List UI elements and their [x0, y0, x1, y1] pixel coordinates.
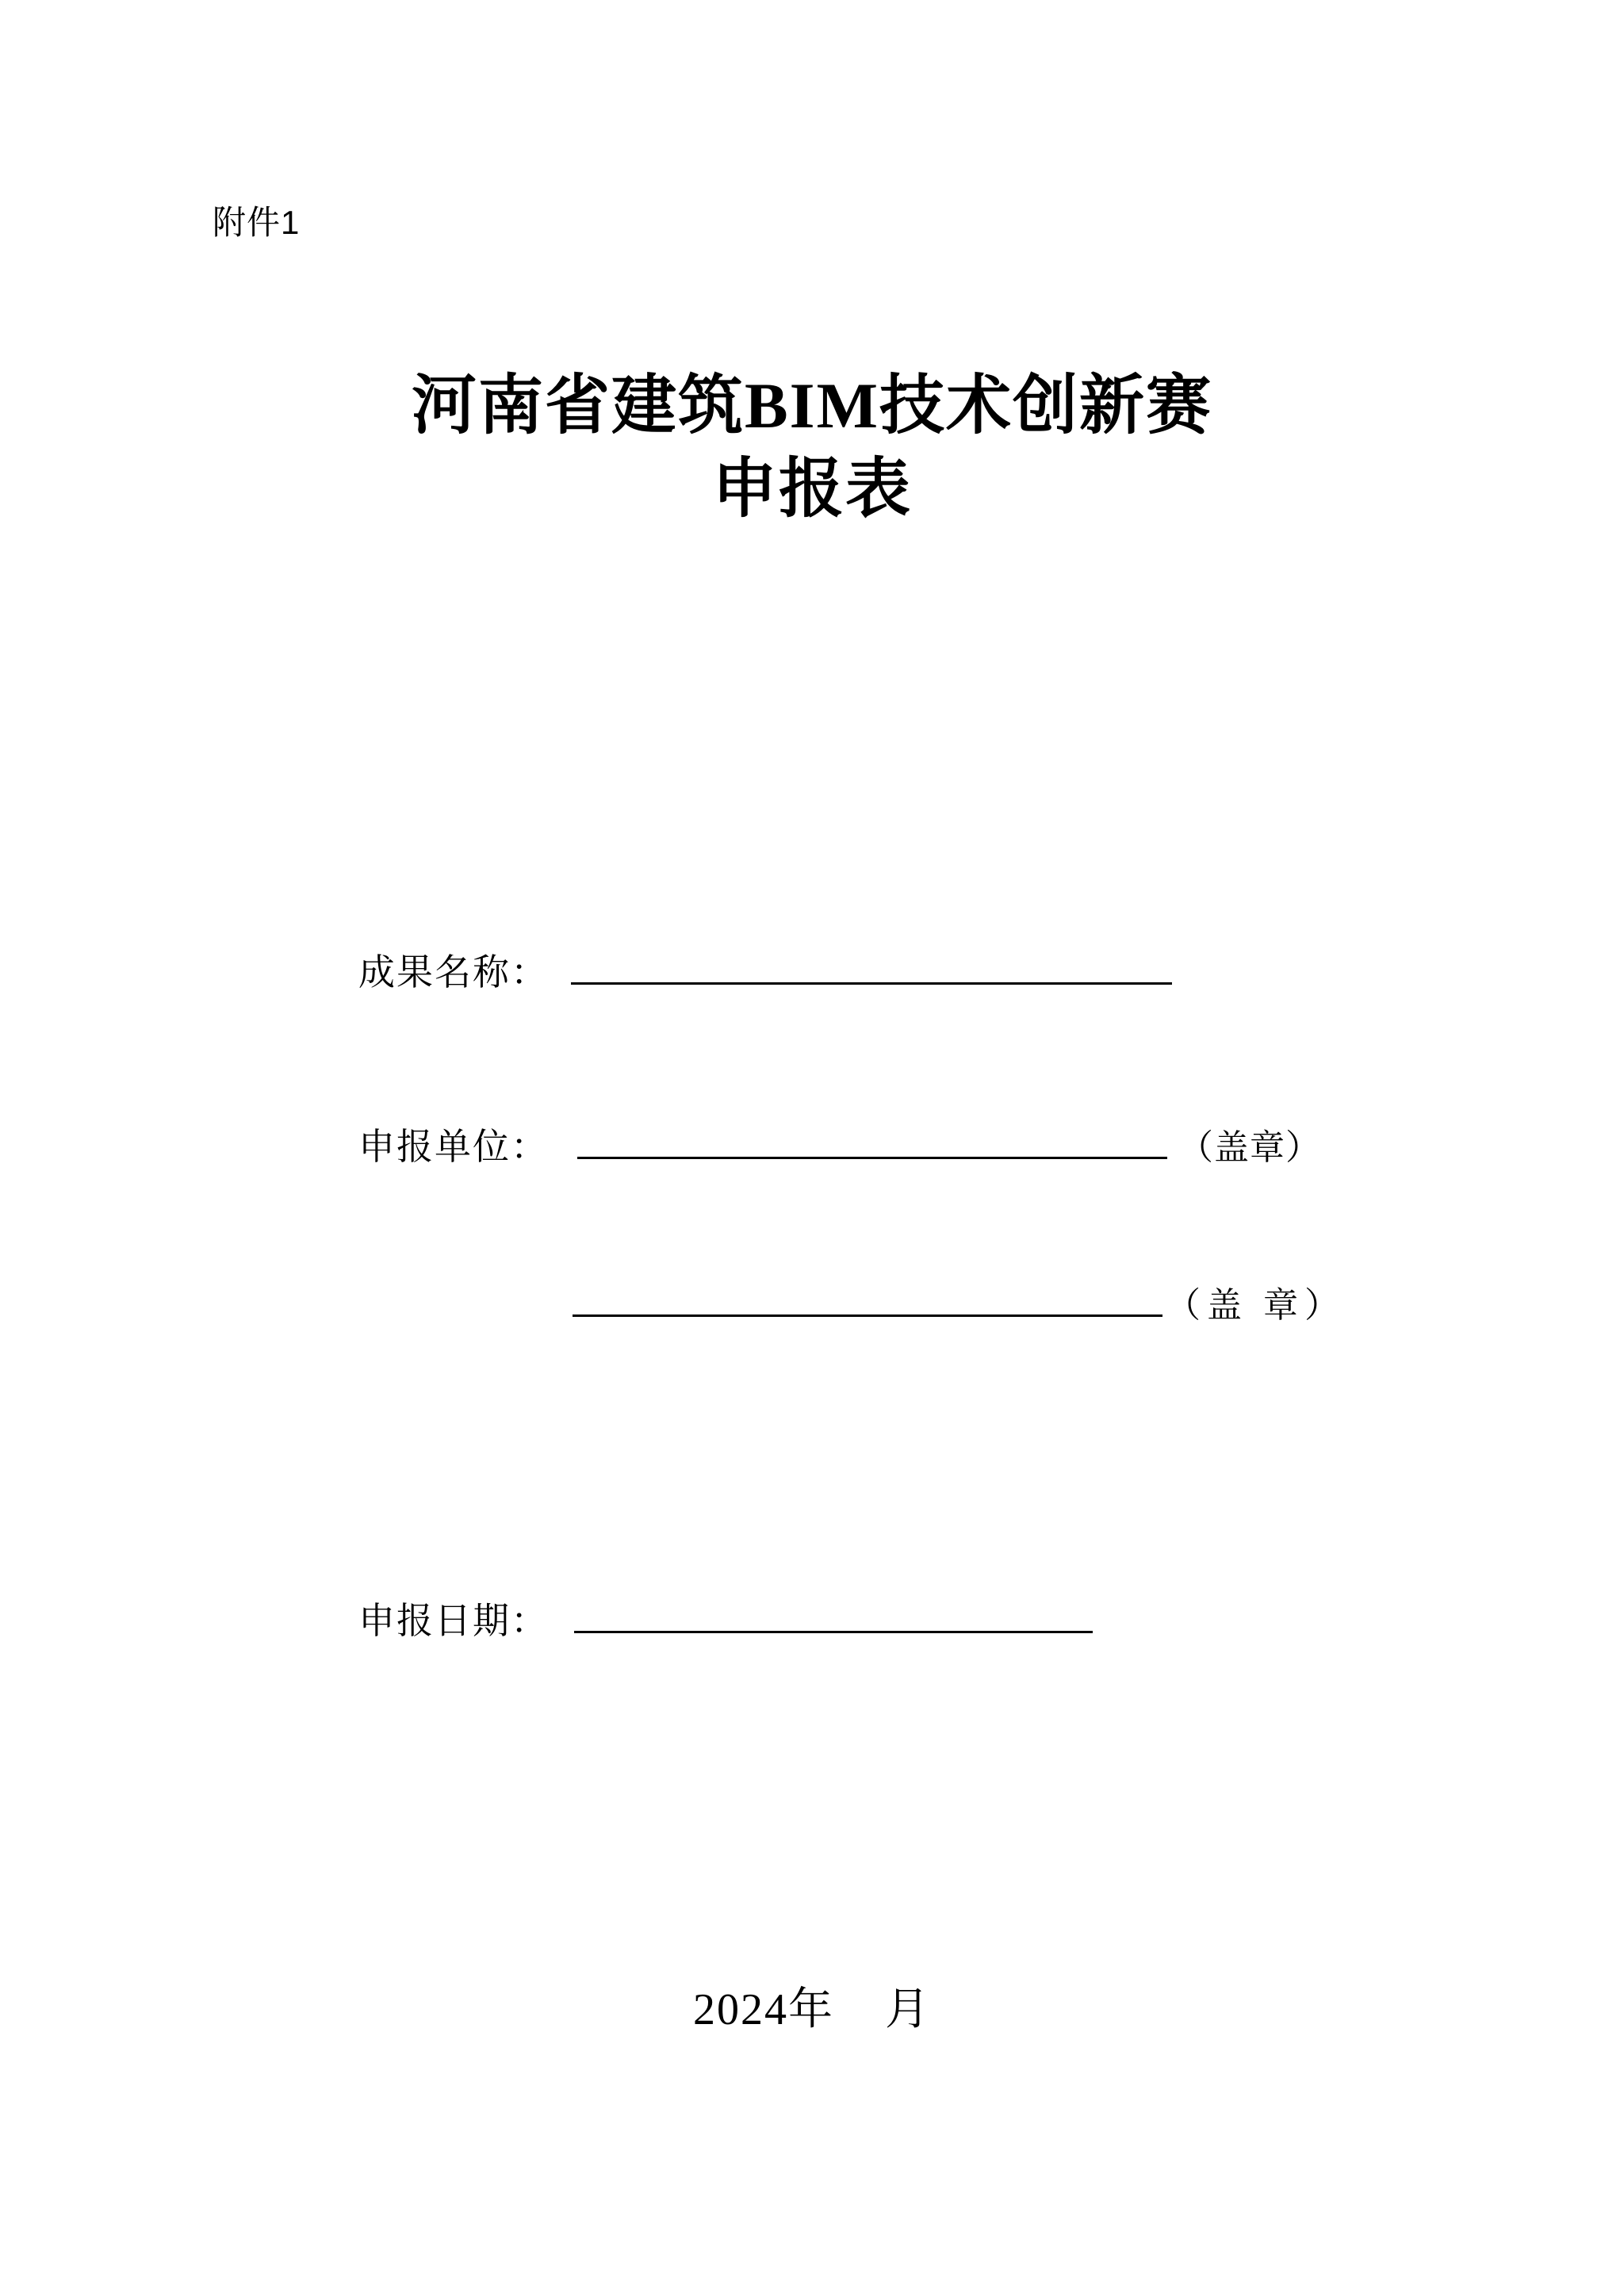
footer-date: [0, 1974, 1624, 2038]
document-title-line-1: 河南省建筑BIM技术创新赛: [411, 369, 1212, 442]
apply-date-input[interactable]: [574, 1594, 1093, 1633]
footer-year: 2024年: [693, 1985, 834, 2034]
result-name-label: 成果名称：: [358, 952, 549, 993]
field-row-second-seal: [573, 1276, 1346, 1327]
second-seal-note: （盖 章）: [1166, 1286, 1346, 1325]
applicant-unit-seal-note: （盖章）: [1178, 1128, 1321, 1167]
field-row-applicant-unit: [358, 1118, 1321, 1170]
footer-month: 月: [885, 1985, 931, 2034]
second-seal-input[interactable]: [573, 1278, 1162, 1317]
field-row-result-name: [358, 943, 1172, 996]
applicant-unit-label: 申报单位：: [358, 1127, 549, 1167]
applicant-unit-input[interactable]: [577, 1120, 1167, 1159]
apply-date-label: 申报日期：: [358, 1601, 549, 1641]
attachment-label: 附件1: [213, 204, 301, 241]
document-title-line-2: 申报表: [711, 452, 912, 525]
field-row-apply-date: [358, 1592, 1093, 1644]
document-title: [0, 365, 1624, 531]
result-name-input[interactable]: [571, 946, 1172, 985]
